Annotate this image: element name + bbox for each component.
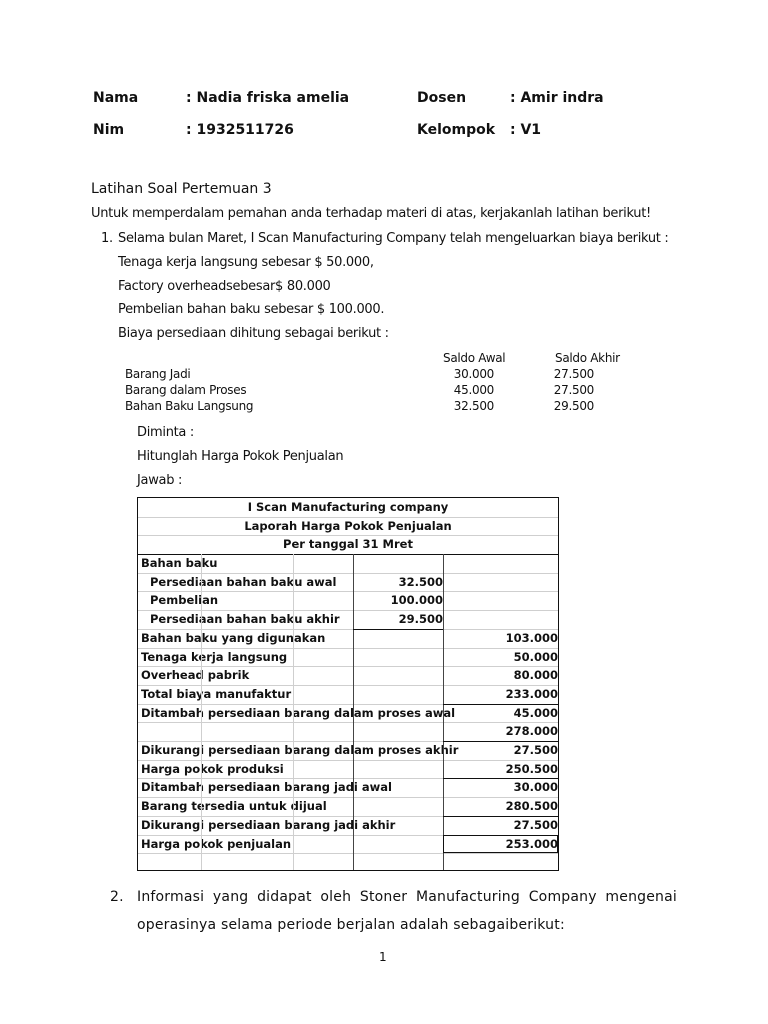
q2-line2: operasinya selama periode berjalan adalah sebagaiberikut: bbox=[137, 917, 565, 933]
q1-item: Tenaga kerja langsung sebesar $ 50.000, bbox=[118, 255, 374, 270]
inv-name: Barang dalam Proses bbox=[125, 383, 247, 397]
report-row-right-value: 233.000 bbox=[505, 686, 558, 701]
report-row-label: Overhead pabrik bbox=[141, 668, 250, 683]
jawab-label: Jawab : bbox=[137, 473, 183, 488]
q2-line1: Informasi yang didapat oleh Stoner Manufacturing Company mengenai bbox=[137, 889, 677, 905]
report-row-label: Bahan baku bbox=[141, 556, 218, 570]
q2-number: 2. bbox=[110, 889, 124, 905]
task-text: Hitunglah Harga Pokok Penjualan bbox=[137, 449, 344, 464]
report-row-mid-value: 100.000 bbox=[390, 593, 443, 608]
report-row-right-value: 278.000 bbox=[505, 724, 558, 739]
inv-akhir: 27.500 bbox=[553, 367, 594, 381]
report-row-right-value: 45.000 bbox=[513, 705, 558, 720]
report-row-right-value: 27.500 bbox=[513, 743, 558, 757]
intro-text: Untuk memperdalam pemahan anda terhadap materi di atas, kerjakanlah latihan berikut! bbox=[91, 206, 651, 221]
report-row-label: Harga pokok penjualan bbox=[141, 836, 292, 851]
report-row-label: Bahan baku yang digunakan bbox=[141, 630, 326, 645]
q1-number: 1. bbox=[101, 231, 113, 246]
cost-of-goods-sold-report bbox=[137, 497, 559, 871]
report-row-right-value: 250.500 bbox=[505, 761, 558, 776]
kelompok-label: Kelompok bbox=[417, 122, 496, 138]
report-row-label: Harga pokok produksi bbox=[141, 761, 284, 776]
inv-awal: 32.500 bbox=[453, 399, 494, 413]
nim-label: Nim bbox=[93, 122, 125, 138]
q1-item: Factory overheadsebesar$ 80.000 bbox=[118, 279, 331, 294]
inv-name: Bahan Baku Langsung bbox=[125, 399, 254, 413]
report-row-label: Tenaga kerja langsung bbox=[141, 649, 288, 664]
page-number: 1 bbox=[379, 950, 387, 964]
report-row-right-value: 30.000 bbox=[513, 780, 558, 795]
inv-header-akhir: Saldo Akhir bbox=[555, 351, 620, 365]
kelompok-value: : V1 bbox=[510, 122, 542, 138]
report-row-right-value: 27.500 bbox=[513, 817, 558, 832]
nim-value: : 1932511726 bbox=[186, 122, 294, 138]
inv-awal: 30.000 bbox=[453, 367, 494, 381]
q1-item: Biaya persediaan dihitung sebagai berikut : bbox=[118, 326, 389, 341]
report-row-right-value: 280.500 bbox=[505, 799, 558, 814]
report-row-right-value: 80.000 bbox=[513, 668, 558, 683]
report-row-right-value: 253.000 bbox=[505, 836, 558, 851]
report-row-label: Ditambah persediaan barang dalam proses awal bbox=[141, 705, 456, 720]
report-row-mid-value: 29.500 bbox=[398, 612, 443, 627]
nama-value: : Nadia friska amelia bbox=[186, 90, 350, 106]
section-title: Latihan Soal Pertemuan 3 bbox=[91, 181, 272, 197]
report-row-label: Pembelian bbox=[150, 593, 219, 608]
report-row-label: Dikurangi persediaan barang jadi akhir bbox=[141, 817, 396, 832]
inv-akhir: 27.500 bbox=[553, 383, 594, 397]
report-row-label: Barang tersedia untuk dijual bbox=[141, 799, 327, 814]
report-row-label: Dikurangi persediaan barang dalam proses akhir bbox=[141, 743, 459, 757]
report-row-right-value: 50.000 bbox=[513, 649, 558, 664]
report-row-right-value: 103.000 bbox=[505, 630, 558, 645]
inv-header-awal: Saldo Awal bbox=[443, 351, 506, 365]
dosen-label: Dosen bbox=[417, 90, 467, 106]
report-row-label: Total biaya manufaktur bbox=[141, 686, 292, 701]
final-total-box bbox=[443, 835, 558, 854]
report-row-label: Persediaan bahan baku awal bbox=[150, 574, 337, 589]
report-row-label: Ditambah persediaan barang jadi awal bbox=[141, 780, 392, 795]
q1-item: Pembelian bahan baku sebesar $ 100.000. bbox=[118, 302, 385, 317]
q1-text: Selama bulan Maret, I Scan Manufacturing Company telah mengeluarkan biaya berikut : bbox=[118, 231, 669, 246]
inv-name: Barang Jadi bbox=[125, 367, 191, 381]
inv-akhir: 29.500 bbox=[553, 399, 594, 413]
nama-label: Nama bbox=[93, 90, 139, 106]
report-row-mid-value: 32.500 bbox=[398, 574, 443, 589]
inv-awal: 45.000 bbox=[453, 383, 494, 397]
report-date: Per tanggal 31 Mret bbox=[283, 537, 413, 552]
dosen-value: : Amir indra bbox=[510, 90, 604, 106]
report-subtitle: Laporah Harga Pokok Penjualan bbox=[244, 518, 452, 533]
diminta-label: Diminta : bbox=[137, 425, 195, 440]
report-title: I Scan Manufacturing company bbox=[247, 500, 449, 514]
report-row-label: Persediaan bahan baku akhir bbox=[150, 612, 340, 627]
